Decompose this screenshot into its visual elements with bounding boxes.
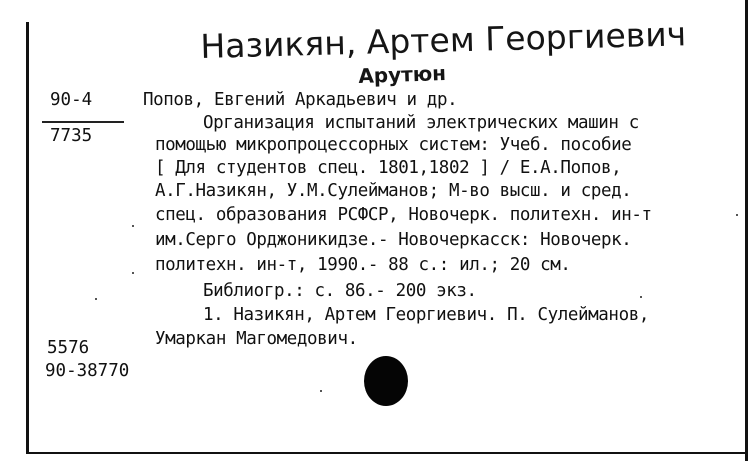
call-number-top: 90-4	[50, 90, 93, 110]
publication-line: политехн. ин-т, 1990.- 88 с.: ил.; 20 см.	[155, 255, 571, 275]
publication-line: им.Серго Орджоникидзе.- Новочеркасск: Новочерк.	[155, 230, 632, 250]
title-line: [ Для студентов спец. 1801,1802 ] / Е.А.Попов,	[155, 158, 622, 178]
call-number-divider	[42, 121, 124, 123]
punch-hole	[364, 356, 408, 406]
tracing-line: Умаркан Магомедович.	[155, 329, 358, 349]
handwritten-author-name: Назикян, Артем Георгиевич	[199, 14, 687, 66]
scan-speck	[640, 296, 642, 298]
call-number-bottom: 7735	[50, 126, 93, 146]
handwritten-note: Арутюн	[357, 60, 447, 88]
title-line: помощью микропроцессорных систем: Учеб. пособие	[155, 135, 632, 155]
scan-speck	[95, 298, 97, 300]
notes-line: Библиогр.: с. 86.- 200 экз.	[203, 281, 477, 301]
scan-speck	[132, 225, 134, 227]
card-left-edge	[26, 22, 29, 454]
responsibility-line: спец. образования РСФСР, Новочерк. политехн. ин-т	[155, 205, 652, 225]
title-line: Организация испытаний электрических машин с	[203, 113, 639, 133]
responsibility-line: А.Г.Назикян, У.М.Сулейманов; М-во высш. и сред.	[155, 181, 632, 201]
card-number: 5576	[47, 338, 90, 358]
scan-speck	[132, 272, 134, 274]
scan-speck	[320, 390, 322, 392]
main-author-heading: Попов, Евгений Аркадьевич и др.	[143, 90, 458, 110]
card-bottom-edge	[26, 452, 748, 454]
scan-speck	[736, 214, 738, 216]
tracing-line: 1. Назикян, Артем Георгиевич. П. Сулейманов,	[203, 305, 649, 325]
card-right-edge	[745, 0, 748, 461]
accession-number: 90-38770	[45, 361, 130, 381]
